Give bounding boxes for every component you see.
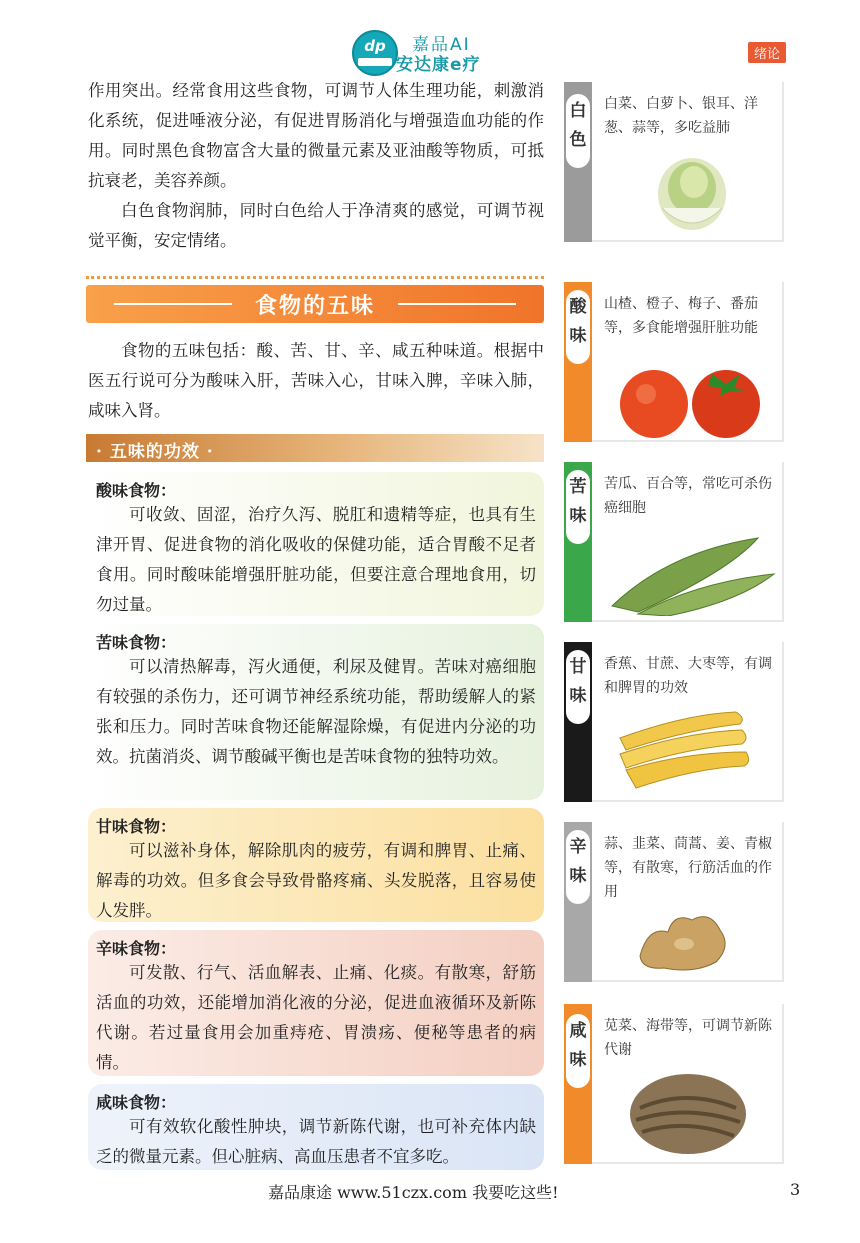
salty-taste-text: 可有效软化酸性肿块，调节新陈代谢，也可补充体内缺乏的微量元素。但心脏病、高血压患者不宜多吃。 — [96, 1117, 536, 1166]
sweet-taste-box — [88, 808, 544, 922]
card-label-char-2: 味 — [569, 1050, 587, 1070]
card-text: 蒜、韭菜、茼蒿、姜、青椒等，有散寒，行筋活血的作用 — [604, 836, 772, 900]
section-title: 食物的五味 — [254, 294, 375, 319]
banana-image — [616, 708, 756, 798]
cabbage-image — [652, 148, 732, 232]
footer-text: 嘉品康途 www.51czx.com 我要吃这些! — [268, 1183, 559, 1202]
card-label-char-1: 甘 — [569, 657, 587, 677]
card-label-char-1: 苦 — [569, 477, 587, 497]
kelp-image — [626, 1068, 750, 1158]
card-pungent-taste — [564, 822, 784, 982]
card-label-char-2: 味 — [569, 686, 587, 706]
card-salty-taste — [564, 1004, 784, 1164]
logo-icon — [352, 30, 398, 76]
card-text: 白菜、白萝卜、银耳、洋葱、蒜等，多吃益肺 — [604, 96, 758, 136]
logo-monogram: dp — [364, 37, 386, 55]
card-text: 苦瓜、百合等，常吃可杀伤癌细胞 — [604, 476, 772, 516]
bitter-taste-text: 可以清热解毒，泻火通便，利尿及健胃。苦味对癌细胞有较强的杀伤力，还可调节神经系统功能，帮助缓解人的紧张和压力。同时苦味食物还能解湿除燥，有促进内分泌的功效。抗菌消炎、调节酸碱平衡也是苦味食物的独特功效。 — [96, 657, 536, 766]
pungent-taste-heading: 辛味食物： — [96, 939, 177, 958]
pungent-taste-text: 可发散、行气、活血解表、止痛、化痰。有散寒，舒筋活血的功效，还能增加消化液的分泌，促进血液循环及新陈代谢。若过量食用会加重痔疮、胃溃疡、便秘等患者的病情。 — [96, 963, 536, 1072]
card-label-char-2: 色 — [569, 130, 587, 150]
dotted-divider — [86, 276, 544, 279]
intro-text — [88, 76, 544, 256]
salty-taste-heading: 咸味食物： — [96, 1093, 177, 1112]
brand-name: 嘉品AI — [412, 35, 471, 55]
brand-slogan: 安达康e疗 — [396, 55, 481, 75]
salty-taste-box — [88, 1084, 544, 1170]
card-sour-taste — [564, 282, 784, 442]
section-title-banner — [86, 285, 544, 323]
card-label-char-1: 辛 — [569, 837, 587, 857]
pungent-taste-box — [88, 930, 544, 1076]
section-tag: 绪论 — [748, 42, 786, 63]
five-tastes-intro-text: 食物的五味包括：酸、苦、甘、辛、咸五种味道。根据中医五行说可分为酸味入肝，苦味入心，甘味入脾，辛味入肺，咸味入肾。 — [88, 341, 544, 420]
card-label-char-2: 味 — [569, 866, 587, 886]
sour-taste-text: 可收敛、固涩，治疗久泻、脱肛和遗精等症，也具有生津开胃、促进食物的消化吸收的保健功能，适合胃酸不足者食用。同时酸味能增强肝脏功能，但要注意合理地食用，切勿过量。 — [96, 505, 536, 614]
sweet-taste-text: 可以滋补身体，解除肌肉的疲劳，有调和脾胃、止痛、解毒的功效。但多食会导致骨骼疼痛、头发脱落，且容易使人发胖。 — [96, 841, 536, 920]
card-text: 苋菜、海带等，可调节新陈代谢 — [604, 1018, 772, 1058]
tomato-image — [616, 366, 766, 440]
card-text: 香蕉、甘蔗、大枣等，有调和脾胃的功效 — [604, 656, 772, 696]
card-label-char-2: 味 — [569, 506, 587, 526]
intro-paragraph-1: 作用突出。经常食用这些食物，可调节人体生理功能，刺激消化系统，促进唾液分泌，有促进胃肠消化与增强造血功能的作用。同时黑色食物富含大量的微量元素及亚油酸等物质，可抵抗衰老，美容养颜。 — [88, 81, 544, 190]
page-number: 3 — [790, 1180, 801, 1199]
subsection-title: · 五味的功效 · — [96, 442, 214, 462]
intro-paragraph-2: 白色食物润肺，同时白色给人于净清爽的感觉，可调节视觉平衡，安定情绪。 — [88, 201, 544, 250]
sweet-taste-heading: 甘味食物： — [96, 817, 177, 836]
card-label-char-1: 酸 — [569, 297, 587, 317]
five-tastes-intro — [88, 336, 544, 426]
card-label-char-1: 咸 — [569, 1021, 587, 1041]
card-white-color — [564, 82, 784, 242]
card-bitter-taste — [564, 462, 784, 622]
card-text: 山楂、橙子、梅子、番茄等，多食能增强肝脏功能 — [604, 296, 758, 336]
sour-taste-box — [88, 472, 544, 616]
subsection-banner — [86, 434, 544, 462]
card-sweet-taste — [564, 642, 784, 802]
ginger-image — [634, 906, 734, 976]
sour-taste-heading: 酸味食物： — [96, 481, 177, 500]
bitter-taste-box — [88, 624, 544, 800]
card-label-char-2: 味 — [569, 326, 587, 346]
bitter-taste-heading: 苦味食物： — [96, 633, 177, 652]
bitter-melon-image — [608, 532, 778, 616]
card-label-char-1: 白 — [569, 101, 587, 121]
